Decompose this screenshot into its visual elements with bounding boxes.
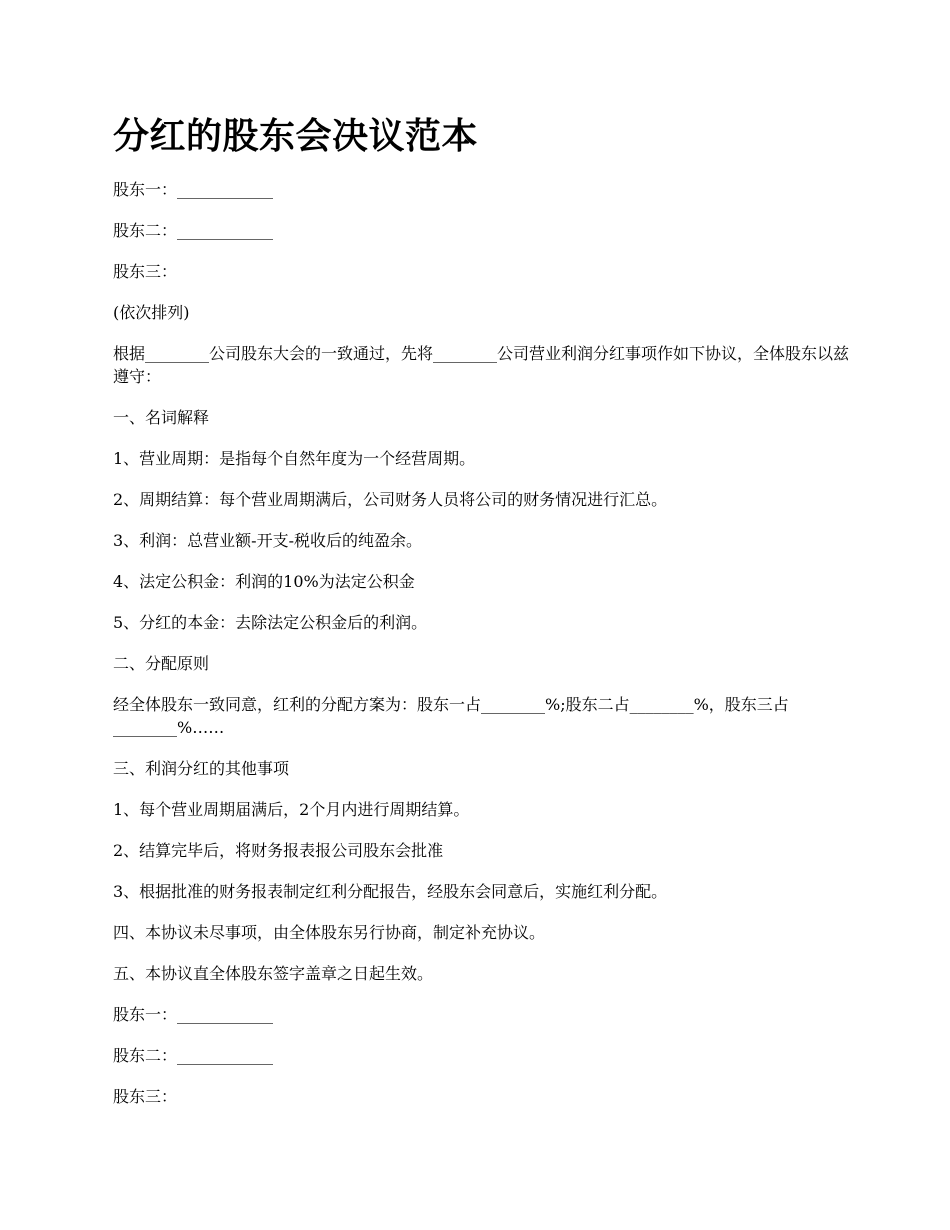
- shareholder-two-line: 股东二：____________: [113, 221, 274, 240]
- definition-item: 3、利润：总营业额-开支-税收后的纯盈余。: [113, 531, 422, 550]
- order-note: (依次排列): [113, 303, 190, 322]
- definition-item: 4、法定公积金：利润的10%为法定公积金: [113, 572, 415, 591]
- other-matters-item: 2、结算完毕后，将财务报表报公司股东会批准: [113, 841, 444, 860]
- distribution-paragraph: 经全体股东一致同意，红利的分配方案为：股东一占________%;股东二占________%，股东三占________%……: [113, 695, 789, 737]
- other-matters-item: 1、每个营业周期届满后，2个月内进行周期结算。: [113, 800, 470, 819]
- signature-shareholder-one: 股东一：____________: [113, 1005, 274, 1024]
- document-page: [113, 108, 853, 1126]
- document-title: 分红的股东会决议范本: [113, 116, 479, 157]
- definition-item: 1、营业周期：是指每个自然年度为一个经营周期。: [113, 449, 476, 468]
- signature-shareholder-two: 股东二：____________: [113, 1046, 274, 1065]
- definition-item: 5、分红的本金：去除法定公积金后的利润。: [113, 613, 428, 632]
- section-four-paragraph: 四、本协议未尽事项，由全体股东另行协商，制定补充协议。: [113, 923, 546, 942]
- other-matters-item: 3、根据批准的财务报表制定红利分配报告，经股东会同意后，实施红利分配。: [113, 882, 668, 901]
- shareholder-three-line: 股东三：: [113, 262, 178, 281]
- definition-item: 2、周期结算：每个营业周期满后，公司财务人员将公司的财务情况进行汇总。: [113, 490, 668, 509]
- preamble-paragraph: 根据________公司股东大会的一致通过，先将________公司营业利润分红事项作如下协议，全体股东以兹遵守：: [113, 344, 850, 386]
- section-heading-definitions: 一、名词解释: [113, 408, 210, 427]
- section-five-paragraph: 五、本协议直全体股东签字盖章之日起生效。: [113, 964, 434, 983]
- section-heading-distribution: 二、分配原则: [113, 654, 210, 673]
- shareholder-one-line: 股东一：____________: [113, 180, 274, 199]
- section-heading-other-matters: 三、利润分红的其他事项: [113, 759, 290, 778]
- signature-shareholder-three: 股东三：: [113, 1087, 178, 1106]
